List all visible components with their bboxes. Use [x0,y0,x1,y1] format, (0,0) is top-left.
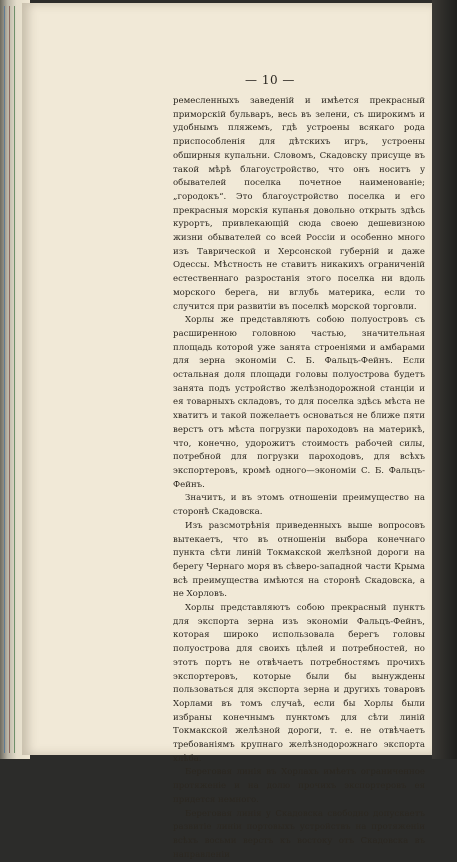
binding-blue-stripe [4,6,5,753]
page-body-text [173,95,425,862]
page-number: — 10 — [245,73,295,87]
paragraph: Изъ разсмотрѣнія приведенныхъ выше вопросовъ вытекаетъ, что въ отношеніи выбора конечнаго пункта сѣти линій Токмакской желѣзной дороги на берегу Чернаго моря въ сѣверо-западной части Крыма всѣ преимущества имѣются на сторонѣ Скадовска, а не Хорловъ. [173,520,425,600]
paragraph: Хорлы же представляютъ собою полуостровъ съ расширенною головною частью, значительная площадь которой уже занята строеніями и амбарами для зерна экономіи С. Б. Фальцъ-Фейнъ. Если остальная доля площади головы полуострова будетъ занята подъ устройство желѣзнодорожной станціи и ея товарныхъ складовъ, то для поселка здѣсь мѣста не хватитъ и такой пожелаетъ основаться не ближе пяти верстъ отъ мѣста погрузки пароходовъ на материкѣ, что, конечно, удорожитъ стоимость рабочей силы, потребной для погрузки пароходовъ, для всѣхъ экспортеровъ, кромѣ одного—экономіи С. Б. Фальцъ-Фейнъ. [173,315,425,490]
paragraph: Береговая линія у Скадовска свободно допускаетъ развитіе линіи портовыхъ устройствъ на протяженіи всѣхъ восьми верстъ къ востоку отъ Скадовска въ направленіи [173,808,425,860]
paragraph: ремесленныхъ заведеній и имѣется прекрасный приморскій бульваръ, весь въ зелени, съ широкимъ и удобнымъ пляжемъ, гдѣ устроены всякаго рода приспособленія для дѣтскихъ игръ, устроены обширныя купальни. Словомъ, Скадовску присуще въ такой мѣрѣ благоустройство, что онъ носитъ у обывателей поселка почетное наименованіе; „городокъ“. Это благоустройство поселка и его прекрасныя морскія купанья довольно открыть здѣсь курортъ, привлекающій сюда своею дешевизною жизни обывателей со всей Россіи и особенно много изъ Таврической и Херсонской губерній и даже Одессы. Мѣстность не ставитъ никакихъ ограниченій естественнаго разростанія этого поселка ни вдоль морского берега, ни вглубь материка, если то случится при развитіи въ поселкѣ морской торговли. [173,96,425,312]
paragraph: Значитъ, и въ этомъ отношеніи преимущество на сторонѣ Скадовска. [173,493,425,518]
binding-red-stripe [9,6,10,753]
paragraph: Береговая линія въ Хорлахъ имѣетъ ограниченное протяженіе и на долю прочихъ экспортеровъ ея придется немного. [173,767,425,805]
paragraph: Хорлы представляютъ собою прекрасный пунктъ для экспорта зерна изъ экономіи Фальцъ-Фейнъ, которая широко использовала берегъ головы полуострова для своихъ цѣлей и потребностей, но этотъ портъ не отвѣчаетъ потребностямъ прочихъ экспортеровъ, которые были бы вынуждены пользоваться для экспорта зерна и другихъ товаровъ Хорлами въ томъ случаѣ, если бы Хорлы были избраны конечнымъ пунктомъ для сѣти линій Токмакской желѣзной дороги, т. е. не отвѣчаетъ требованіямъ крупнаго желѣзнодорожнаго экспорта хлѣба. [173,603,425,764]
page-edge-shadow [432,0,457,759]
binding-green-stripe [14,6,15,753]
